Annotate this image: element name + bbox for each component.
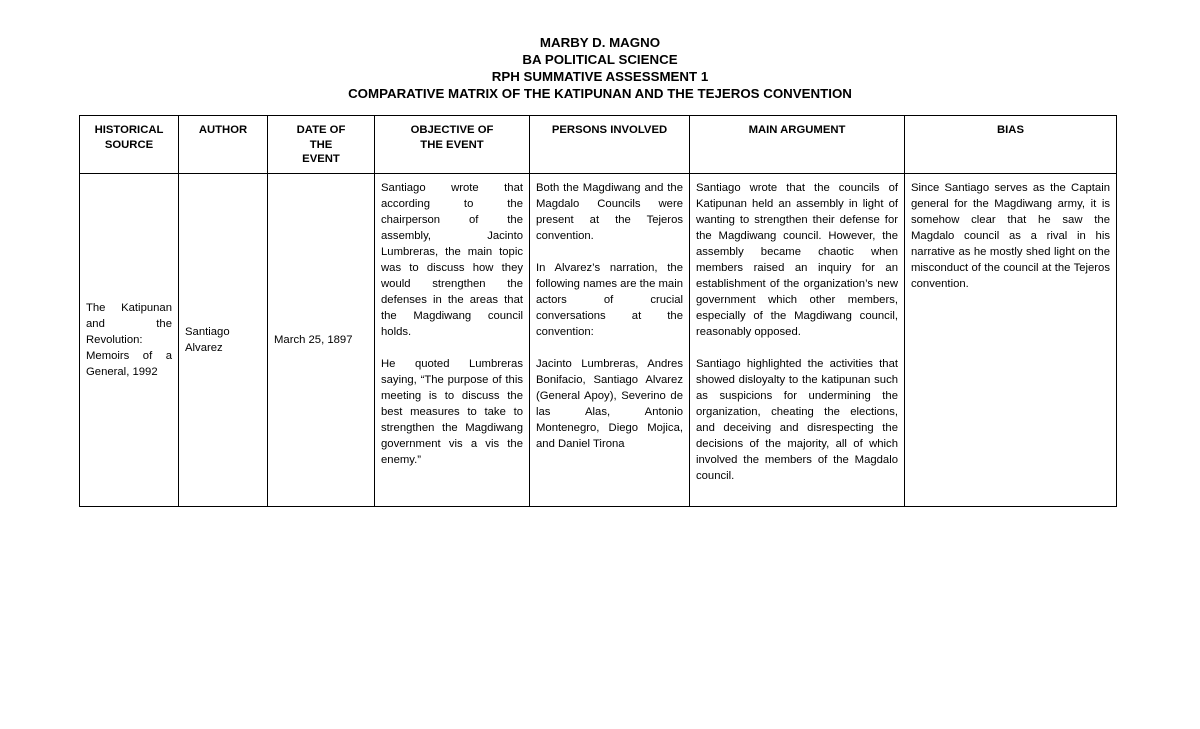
objective-paragraph: He quoted Lumbreras saying, “The purpose of this meeting is to discuss the best measures to take to strengthen the Magdiwang government vis a vis the enemy.” — [381, 358, 523, 466]
column-header-source: HISTORICAL SOURCE — [80, 116, 179, 174]
column-header-argument: MAIN ARGUMENT — [690, 116, 905, 174]
matrix-title: COMPARATIVE MATRIX OF THE KATIPUNAN AND THE TEJEROS CONVENTION — [348, 86, 852, 101]
persons-paragraph: Both the Magdiwang and the Magdalo Councils were present at the Tejeros convention. — [536, 182, 683, 242]
cell-persons — [530, 174, 690, 507]
cell-source: The Katipunan and the Revolution: Memoirs of a General, 1992 — [80, 174, 179, 507]
argument-paragraph: Santiago highlighted the activities that showed disloyalty to the katipunan such as suspicions for undermining the organization, cheating the elections, and deceiving and disrespecting the decisions of the majority, all of which involved the members of the Magdalo council. — [696, 358, 898, 482]
program-name: BA POLITICAL SCIENCE — [522, 52, 678, 67]
persons-paragraph: Jacinto Lumbreras, Andres Bonifacio, Santiago Alvarez (General Apoy), Severino de las Alas, Antonio Montenegro, Diego Mojica, and Daniel Tirona — [536, 358, 683, 450]
comparative-matrix — [79, 115, 1117, 507]
column-header-bias: BIAS — [905, 116, 1117, 174]
cell-author: Santiago Alvarez — [179, 174, 268, 507]
column-header-author: AUTHOR — [179, 116, 268, 174]
objective-paragraph: Santiago wrote that according to the chairperson of the assembly, Jacinto Lumbreras, the main topic was to discuss how they would strengthen the defenses in the areas that the Magdiwang council holds. — [381, 182, 523, 338]
cell-objective — [375, 174, 530, 507]
assessment-title: RPH SUMMATIVE ASSESSMENT 1 — [491, 69, 709, 84]
cell-bias: Since Santiago serves as the Captain general for the Magdiwang army, it is somehow clear that he saw the Magdalo council as a rival in his narrative as he mostly shed light on the misconduct of the council at the Tejeros convention. — [905, 174, 1117, 507]
column-header-date: DATE OF THE EVENT — [268, 116, 375, 174]
argument-paragraph: Santiago wrote that the councils of Katipunan held an assembly in light of wanting to strengthen their defense for the Magdiwang council. However, the assembly became chaotic when members raised an inquiry for an establishment of the organization’s new government which other members, especially of the Magdiwang council, reasonably opposed. — [696, 182, 898, 338]
header-row — [80, 116, 1117, 174]
cell-argument — [690, 174, 905, 507]
column-header-persons: PERSONS INVOLVED — [530, 116, 690, 174]
author-name: MARBY D. MAGNO — [539, 35, 661, 50]
persons-paragraph: In Alvarez’s narration, the following names are the main actors of crucial conversations at the convention: — [536, 262, 683, 338]
document-header — [0, 34, 1200, 102]
column-header-objective: OBJECTIVE OF THE EVENT — [375, 116, 530, 174]
table-row — [80, 174, 1117, 507]
cell-date: March 25, 1897 — [268, 174, 375, 507]
